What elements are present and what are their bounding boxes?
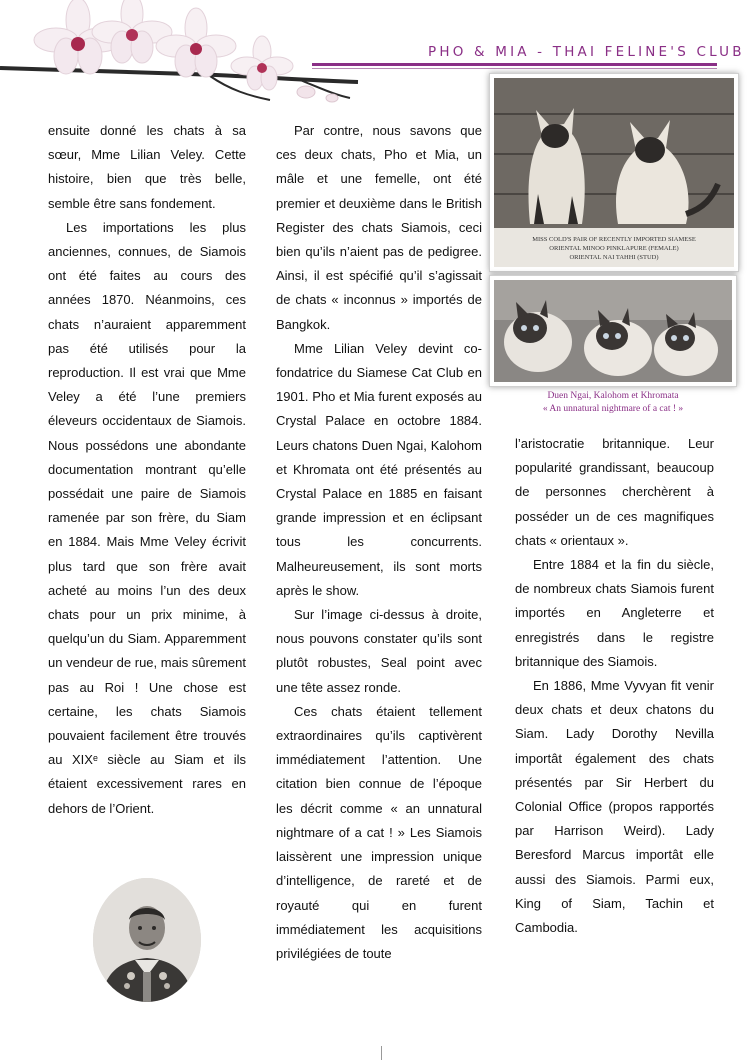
- orchid-flower: [231, 36, 293, 90]
- plate-caption-line-2: ORIENTAL MINOO PINKLAPURE (FEMALE): [549, 245, 679, 252]
- paragraph: l’aristocratie britannique. Leur popularité grandissant, beaucoup de personnes cherchèrent à posséder un de ces magnifiques chats « orientaux ».: [515, 436, 714, 548]
- orchid-branch-decoration: [0, 0, 400, 110]
- header-rule: [312, 63, 717, 66]
- text-column-1: [48, 119, 246, 821]
- paragraph: Les importations les plus anciennes, connues, de Siamois ont été faites au cours des années 1870. Néanmoins, ces chats n’auraient apparemment pas été utilisés pour la reproduction. Il est vrai que Mme Veley a été l’une premiers éleveurs occidentaux de Siamois. Nous possédons une abondante documentation montrant qu’elle possédait une paire de Siamois ramenée par son frère, du Siam en 1884. Mais Mme Veley écrivit plus tard que son frère avait acheté au moins l’un des deux chats pour un prix minime, à quelqu’un du Siam. Apparemment un vendeur de rue, mais sûrement pas au Roi ! Une chose est certaine, les chats Siamois pouvaient facilement être trouvés au XIXᵉ siècle au Siam et ils étaient excessivement rares en dehors de l’Orient.: [48, 219, 246, 816]
- paragraph: Sur l’image ci-dessus à droite, nous pouvons constater qu’ils sont plutôt robustes, Seal point avec une tête assez ronde.: [276, 607, 482, 695]
- paragraph: ensuite donné les chats à sa sœur, Mme Lilian Veley. Cette histoire, bien que très belle, semble être sans fondement.: [48, 123, 246, 211]
- paragraph: Par contre, nous savons que ces deux chats, Pho et Mia, un mâle et une femelle, ont été premier et deuxième dans le British Register des chats Siamois, ceci bien qu’ils n’aient pas de pedigree. Ainsi, il est spécifié qu’il s’agissait de chats « inconnus » importés de Bangkok.: [276, 123, 482, 332]
- photo-caption-quote: « An unnatural nightmare of a cat ! »: [542, 404, 684, 414]
- orchid-bud: [297, 86, 315, 98]
- orchid-flower: [156, 8, 236, 77]
- paragraph: Entre 1884 et la fin du siècle, de nombreux chats Siamois furent importés en Angleterre et enregistrés dans le registre britannique des Siamois.: [515, 557, 714, 669]
- text-column-3: [515, 432, 714, 940]
- paragraph: Mme Lilian Veley devint co-fondatrice du Siamese Cat Club en 1901. Pho et Mia furent exposés au Crystal Palace en octobre 1884. Leurs chatons Duen Ngai, Kalohom et Khromata ont été présentés au Crystal Palace en 1885 en faisant grande impression et en éclipsant tous les concurrents. Malheureusement, ils sont morts après le show.: [276, 340, 482, 598]
- photo-caption-names: Duen Ngai, Kalohom et Khromata: [547, 391, 679, 401]
- paragraph: Ces chats étaient tellement extraordinaires qu’ils captivèrent immédiatement l’attention. Une citation bien connue de l’époque les décrit comme « an unnatural nightmare of a cat ! » Les Siamois laissèrent une impression unique d’intelligence, de rareté et de royauté qui en furent immédiatement les acquisitions privilégiées de toute: [276, 703, 482, 961]
- photo-three-kittens: [489, 275, 737, 387]
- portrait-king-oval: [91, 876, 203, 1004]
- plate-caption-line-3: ORIENTAL NAI TAHHI (STUD): [569, 254, 659, 261]
- orchid-flower: [92, 0, 172, 63]
- orchid-bud: [326, 94, 338, 102]
- paragraph: En 1886, Mme Vyvyan fit venir deux chats et deux chatons du Siam. Lady Dorothy Nevilla importât également des chats présentés par Sir Herbert du Colonial Office (propos rapportés par Harrison Weird). Lady Beresford Marcus importât elle aussi des Siamois. Parmi eux, King of Siam, Tachin et Cambodia.: [515, 678, 714, 936]
- text-column-2: [276, 119, 482, 966]
- plate-caption-line-1: MISS COLD'S PAIR OF RECENTLY IMPORTED SIAMESE: [532, 236, 696, 243]
- page-divider-mark: [381, 1046, 382, 1060]
- header-rule-thin: [312, 68, 717, 69]
- photo-siamese-pair: [489, 73, 739, 272]
- header-title: PHO & MIA - THAI FELINE'S CLUB: [428, 44, 745, 60]
